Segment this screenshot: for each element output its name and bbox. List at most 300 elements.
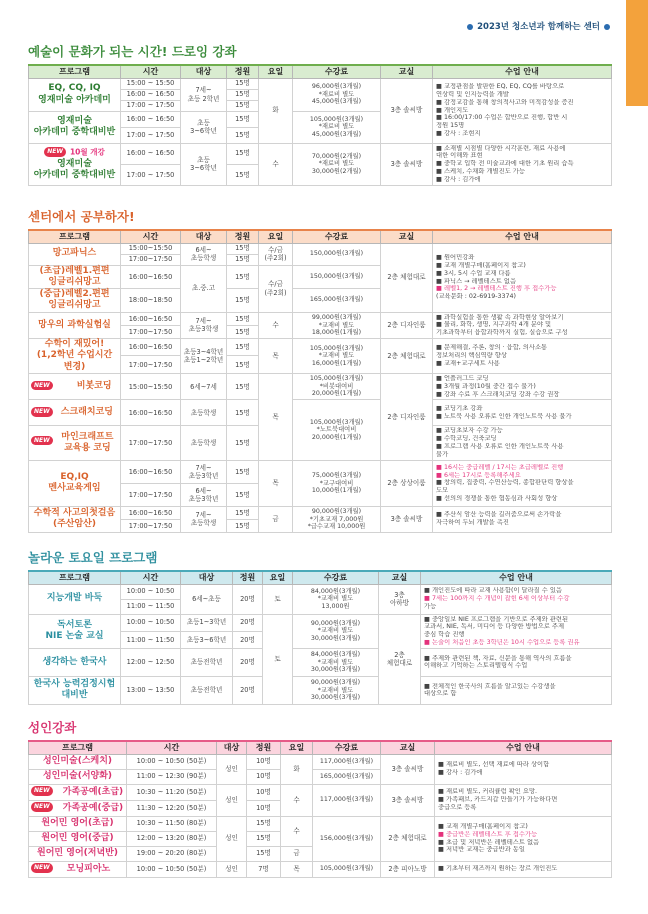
time-cell: 17:00~17:50 [121, 356, 181, 373]
section-title: 센터에서 공부하자! [28, 209, 135, 224]
desc-line: ■ 프로그램 사용 오류로 인한 개인노트북 사용 [436, 443, 564, 451]
program-name: 생각하는 한국사 [29, 648, 121, 676]
program-name: 한국사 능력검정시험 대비반 [29, 676, 121, 704]
capacity-cell: 15명 [247, 816, 281, 831]
description-cell [433, 143, 612, 185]
desc-line: ■ 재료비 별도, 커리큘럼 확인 요망. [438, 788, 538, 796]
table-row [29, 816, 612, 831]
room-cell: 2층 디자인룸 [381, 312, 433, 339]
desc-line: ■ 중급반은 레벨테스트 후 접수가능 [438, 830, 538, 838]
time-cell: 16:00~16:50 [121, 312, 181, 325]
col-fee: 수강료 [293, 571, 379, 584]
time-cell: 17:00~17:50 [121, 483, 181, 506]
description-cell [433, 460, 612, 506]
fee-cell: 150,000원(3개월) [293, 243, 381, 265]
new-badge: NEW [31, 381, 53, 391]
study-table [28, 229, 612, 533]
capacity-cell: 15명 [227, 506, 259, 519]
time-cell: 10:00 ~ 10:50 [121, 584, 181, 599]
program-name: 망우의 과학실험실 [29, 312, 121, 339]
table-row [29, 614, 612, 631]
time-cell: 16:00~16:50 [121, 265, 181, 289]
table-row [29, 861, 612, 877]
page-header [463, 20, 614, 32]
desc-line: ■ 16시는 중급레벨 / 17시는 초급레벨로 진행 [436, 463, 564, 471]
desc-line: ■ 스케치, 수채화 개별진도 가능 [436, 168, 525, 176]
bullet-icon [604, 24, 610, 30]
desc-line: ■ 코딩초보자 수강 가능 [436, 427, 503, 435]
description-cell [435, 816, 612, 861]
target-cell: 7세~ 초등 2학년 [181, 78, 227, 111]
section-title: 예술이 문화가 되는 시간! 드로잉 강좌 [28, 44, 237, 59]
capacity-cell: 15명 [227, 243, 259, 254]
day-cell: 토 [263, 584, 293, 614]
capacity-cell: 15명 [227, 289, 259, 313]
table-row [29, 676, 612, 704]
desc-line: ■ 개인지도 [436, 106, 469, 114]
desc-line: ■ 과학실험을 통한 생활 속 과학현상 알아보기 [436, 313, 564, 321]
day-cell: 수 [259, 143, 293, 185]
description-cell [421, 648, 612, 676]
time-cell: 15:00~15:50 [121, 373, 181, 400]
day-cell: 목 [259, 373, 293, 460]
table-row [29, 400, 612, 426]
program-name: 망고파닉스 [29, 243, 121, 265]
description-cell [433, 78, 612, 143]
table-header [29, 741, 612, 754]
table-row [29, 243, 612, 254]
day-cell: 목 [281, 861, 313, 877]
desc-line: ■ 교정관점을 발판한 EQ, EQ, CQ를 바탕으로 [436, 82, 565, 90]
target-cell: 6세~ 초등학생 [181, 243, 227, 265]
section-drawing [28, 42, 612, 186]
room-cell: 2층 체험대로 [379, 614, 421, 704]
desc-line: ■ 선의의 경쟁을 통한 협동심과 사회성 향상 [436, 495, 558, 503]
capacity-cell: 15명 [227, 356, 259, 373]
description-cell [433, 426, 612, 460]
description-cell [433, 243, 612, 312]
day-cell: 목 [259, 460, 293, 506]
desc-line: ■ 레벨1, 2 → 레벨테스트 진행 후 접수가능 [436, 285, 557, 293]
capacity-cell: 10명 [247, 784, 281, 800]
desc-line: 도모 [436, 487, 449, 495]
target-cell: 6세~7세 [181, 373, 227, 400]
saturday-table [28, 570, 612, 705]
target-cell: 7세~ 초등학생 [181, 506, 227, 532]
time-cell: 17:00~17:50 [121, 254, 181, 265]
target-cell: 6세~ 초등3학년 [181, 483, 227, 506]
capacity-cell: 15명 [227, 111, 259, 127]
time-cell: 17:00 ~ 17:50 [121, 127, 181, 143]
table-row [29, 460, 612, 483]
target-cell: 초.중.고 [181, 265, 227, 312]
program-name: EQ, CQ, IQ 영재미술 아카데미 [29, 78, 121, 111]
room-cell: 3층 솔씨방 [381, 506, 433, 532]
capacity-cell: 15명 [227, 460, 259, 483]
desc-line: ■ 교재 개별구매(홈페이지 참고) [438, 822, 528, 830]
desc-line: ■ 강사 : 김가애 [436, 175, 481, 183]
col-day: 요일 [259, 230, 293, 243]
col-fee: 수강료 [293, 230, 381, 243]
capacity-cell: 15명 [227, 373, 259, 400]
time-cell: 10:00 ~ 10:50 (50분) [127, 754, 217, 769]
table-row [29, 143, 612, 164]
program-name: (중급)레벨2.편편 잉글리쉬망고 [29, 289, 121, 313]
program-name [29, 143, 121, 185]
col-target: 대상 [181, 571, 233, 584]
page-tab [626, 0, 648, 106]
day-cell: 화 [281, 754, 313, 784]
program-label: 영재미술 아카데미 중학대비반 [33, 158, 116, 180]
program-name [29, 426, 121, 460]
room-cell: 3층 아하방 [379, 584, 421, 614]
description-cell [435, 754, 612, 784]
col-description: 수업 안내 [421, 571, 612, 584]
target-cell: 성인 [217, 784, 247, 816]
section-saturday [28, 548, 612, 705]
desc-line: ■ 파닉스 → 레벨테스트 없음 [436, 277, 517, 285]
desc-line: ■ 교재+교구세트 사용 [436, 359, 500, 367]
program-name [29, 861, 127, 877]
new-badge: NEW [44, 147, 66, 157]
program-name: 원어민 영어(초급) [29, 816, 127, 831]
time-cell: 17:00 ~ 17:50 [121, 164, 181, 185]
fee-cell: 96,000원(3개월) *재료비 별도 45,000원(3개월) [293, 78, 381, 111]
desc-line: ■ 개인진도에 따라 교재 사용함(이 달라질 수 있음 [424, 587, 562, 595]
fee-cell: 165,000원(3개월) [293, 289, 381, 313]
fee-cell: 105,000원(3개월) *비봇대여비 20,000원(1개월) [293, 373, 381, 400]
room-cell: 3층 솔씨방 [381, 78, 433, 143]
fee-cell: 90,000원(3개월) *교재비 별도 30,000원(3개월) [293, 614, 379, 648]
desc-line: ■ 강사 : 김가애 [438, 769, 483, 776]
room-cell: 2층 체험대로 [381, 339, 433, 374]
room-cell: 3층 솔씨방 [381, 784, 435, 816]
day-cell: 화 [259, 78, 293, 143]
target-cell: 초등3~6학년 [181, 631, 233, 648]
capacity-cell: 15명 [227, 100, 259, 111]
fee-cell: 117,000원(3개월) [313, 754, 381, 769]
desc-line: ■ 물리, 화학, 생명, 지구과학 4개 분야 및 [436, 321, 552, 329]
target-cell: 초등1~3학년 [181, 614, 233, 631]
fee-cell: 70,000원(2개월) *재료비 별도 30,000원(2개월) [293, 143, 381, 185]
capacity-cell: 15명 [227, 89, 259, 100]
desc-line: 연상력 및 인지능력을 개발 [436, 90, 509, 98]
capacity-cell: 15명 [227, 339, 259, 356]
time-cell: 12:00 ~ 12:50 [121, 648, 181, 676]
desc-line: ■ 코딩기초 강좌 [436, 405, 483, 413]
desc-line: 가능 [424, 602, 437, 610]
time-cell: 11:30 ~ 12:20 (50분) [127, 800, 217, 816]
col-day: 요일 [259, 65, 293, 78]
program-name [29, 339, 121, 374]
capacity-cell: 15명 [227, 400, 259, 426]
new-badge: NEW [31, 786, 53, 796]
new-badge: NEW [31, 436, 53, 446]
desc-line: ■ 기초부터 재즈까지 원하는 장르 개인진도 [438, 865, 558, 873]
time-cell: 10:30 ~ 11:20 (50분) [127, 784, 217, 800]
time-cell: 17:00~17:50 [121, 519, 181, 532]
desc-line: (교육문화 : 02-6919-3374) [436, 293, 516, 301]
description-cell [433, 339, 612, 374]
adult-table [28, 740, 612, 878]
col-description: 수업 안내 [435, 741, 612, 754]
desc-line: ■ 3개월 과정(10월 중간 접수 불가) [436, 382, 536, 390]
time-cell: 16:00~16:50 [121, 506, 181, 519]
capacity-cell: 10명 [247, 754, 281, 769]
time-cell: 18:00~18:50 [121, 289, 181, 313]
program-label: 가족공예(중급) [62, 802, 124, 813]
room-cell: 3층 솔씨방 [381, 754, 435, 784]
desc-line: ■ 논술이 처음인 초등 3학년은 10시 수업으로 등록 권유 [424, 639, 580, 647]
time-cell: 10:30 ~ 11:50 (80분) [127, 816, 217, 831]
col-capacity: 정원 [247, 741, 281, 754]
time-cell: 11:00 ~ 12:30 (90분) [127, 769, 217, 784]
section-study [28, 207, 612, 533]
description-cell [421, 676, 612, 704]
capacity-cell: 10명 [247, 769, 281, 784]
desc-line: ■ 중학교 입학 전 미술교과에 대한 기초 원리 습득 [436, 160, 574, 168]
room-cell: 3층 솔씨방 [381, 143, 433, 185]
table-header [29, 230, 612, 243]
col-room: 교실 [381, 741, 435, 754]
col-time: 시간 [121, 65, 181, 78]
desc-line: ■ 재료비 별도, 선택 재료에 따라 상이함 [438, 761, 550, 769]
time-cell: 10:00 ~ 10:50 [121, 614, 181, 631]
target-cell: 초등학생 [181, 400, 227, 426]
program-label: 모닝피아노 [66, 863, 111, 874]
desc-line: ■ 감정교감을 통해 창의적사고와 미적감성을 증진 [436, 98, 574, 106]
program-name [29, 400, 121, 426]
col-fee: 수강료 [313, 741, 381, 754]
table-row [29, 754, 612, 769]
desc-line: ■ 전체적인 한국사의 흐름을 알고있는 수강생을 [424, 682, 556, 690]
time-cell: 17:00~17:50 [121, 426, 181, 460]
desc-line: ■ 수학코딩, 건축코딩 [436, 435, 497, 443]
capacity-cell: 15명 [227, 265, 259, 289]
target-cell: 성인 [217, 861, 247, 877]
room-cell: 2층 디자인룸 [381, 373, 433, 460]
col-time: 시간 [121, 571, 181, 584]
desc-line: ■ 주제와 관련된 책, 자료, 신문을 통해 역사의 흐름을 [424, 654, 572, 662]
target-cell: 초등3~4학년 초등1~2학년 [181, 339, 227, 374]
program-name: 수학적 사고의첫걸음 (주산암산) [29, 506, 121, 532]
capacity-cell: 20명 [233, 648, 263, 676]
time-cell: 11:00 ~ 11:50 [121, 599, 181, 614]
day-cell: 수/금 (주2회) [259, 243, 293, 265]
fee-cell: 156,000원(3개월) [313, 816, 381, 861]
time-cell: 16:00 ~ 16:50 [121, 89, 181, 100]
capacity-cell: 15명 [227, 127, 259, 143]
col-time: 시간 [121, 230, 181, 243]
col-capacity: 정원 [227, 65, 259, 78]
desc-line: ■ 중앙일보 NIE 프로그램을 기반으로 주제와 관련된 [424, 615, 569, 623]
col-room: 교실 [381, 65, 433, 78]
program-name: 독서토론 NIE 논술 교실 [29, 614, 121, 648]
program-name: EQ,IQ 멘사교육게임 [29, 460, 121, 506]
table-header [29, 571, 612, 584]
time-cell: 16:00~16:50 [121, 339, 181, 356]
desc-line: 정원 15명 [436, 122, 465, 130]
table-row [29, 648, 612, 676]
target-cell: 성인 [217, 754, 247, 784]
room-cell: 2층 체험대로 [381, 816, 435, 861]
desc-line: ■ 6세는 17시로 등록해주세요 [436, 471, 521, 479]
desc-line: ■ 3시, 5시 수업 교재 다름 [436, 269, 511, 277]
col-fee: 수강료 [293, 65, 381, 78]
program-label: 마인크래프트 교육용 코딩 [61, 431, 114, 454]
program-name [29, 800, 127, 816]
new-badge: NEW [31, 407, 53, 417]
desc-line: 중심 학습 진행 [424, 631, 465, 639]
program-label: 비봇코딩 [76, 381, 112, 392]
capacity-cell: 15명 [247, 831, 281, 846]
capacity-cell: 15명 [227, 519, 259, 532]
desc-line: ■ 소재별 시점별 다양한 시각훈련, 재료 사용에 [436, 144, 566, 152]
desc-line: 불가 [436, 450, 449, 458]
time-cell: 16:00~16:50 [121, 400, 181, 426]
program-label: 스크래치코딩 [60, 407, 113, 418]
desc-line: 중급으로 등록 [438, 803, 477, 811]
capacity-cell: 10명 [247, 800, 281, 816]
col-program: 프로그램 [29, 230, 121, 243]
day-cell: 수 [259, 312, 293, 339]
day-cell: 수/금 (주2회) [259, 265, 293, 312]
table-row [29, 339, 612, 356]
table-row [29, 312, 612, 325]
fee-cell: 75,000원(3개월) *교구대여비 10,000원(1개월) [293, 460, 381, 506]
col-description: 수업 안내 [433, 230, 612, 243]
fee-cell: 84,000원(3개월) *교재비 별도 13,000원 [293, 584, 379, 614]
description-cell [421, 614, 612, 648]
description-cell [433, 312, 612, 339]
col-program: 프로그램 [29, 571, 121, 584]
fee-cell: 90,000원(3개월) *기초교재 7,000원 *급수교재 10,000원 [293, 506, 381, 532]
target-cell: 초등 3~6학년 [181, 143, 227, 185]
day-cell: 수 [281, 816, 313, 846]
time-cell: 17:00 ~ 17:50 [121, 100, 181, 111]
desc-line: ■ 16:00/17:00 수업은 합반으로 진행, 합반 시 [436, 114, 568, 122]
target-cell: 7세~ 초등3학년 [181, 460, 227, 483]
time-cell: 11:00 ~ 11:50 [121, 631, 181, 648]
desc-line: ■ 언플러그드 코딩 [436, 374, 489, 382]
section-title: 놀라운 토요일 프로그램 [28, 550, 158, 565]
desc-line: ■ 강사 : 조현지 [436, 130, 481, 138]
day-cell: 목 [259, 339, 293, 374]
program-name: 성인미술(스케치) [29, 754, 127, 769]
fee-cell: 105,000원(3개월) *노트북대여비 20,000원(1개월) [293, 400, 381, 460]
fee-cell: 117,000원(3개월) [313, 784, 381, 816]
col-room: 교실 [379, 571, 421, 584]
fee-cell: 105,000원(3개월) *교재비 별도 16,000원(1개월) [293, 339, 381, 374]
capacity-cell: 15명 [227, 325, 259, 338]
day-cell: 금 [259, 506, 293, 532]
col-program: 프로그램 [29, 65, 121, 78]
desc-line: ■ 문제해결, 추론, 창의 · 융합, 의사소통 [436, 344, 548, 352]
time-cell: 15:00 ~ 15:50 [121, 78, 181, 89]
bullet-icon [467, 24, 473, 30]
target-cell: 6세~초등 [181, 584, 233, 614]
col-description: 수업 안내 [433, 65, 612, 78]
capacity-cell: 15명 [227, 254, 259, 265]
program-name: (초급)레벨1.편편 잉글리쉬망고 [29, 265, 121, 289]
target-cell: 성인 [217, 816, 247, 861]
col-room: 교실 [381, 230, 433, 243]
target-cell: 초등 3~6학년 [181, 111, 227, 143]
col-day: 요일 [263, 571, 293, 584]
capacity-cell: 7명 [247, 861, 281, 877]
description-cell [433, 373, 612, 400]
desc-line: ■ 7세는 100까지 수 개념이 잡힌 6세 이상부터 수강 [424, 595, 570, 603]
target-cell: 7세~ 초등3학생 [181, 312, 227, 339]
program-name: 성인미술(서양화) [29, 769, 127, 784]
time-cell: 17:00~17:50 [121, 325, 181, 338]
desc-line: ■ 원어민강좌 [436, 253, 475, 261]
drawing-table [28, 64, 612, 186]
capacity-cell: 20명 [233, 614, 263, 631]
target-cell: 초등학생 [181, 426, 227, 460]
target-cell: 초등전학년 [181, 676, 233, 704]
table-row [29, 584, 612, 599]
program-name [29, 784, 127, 800]
capacity-cell: 15명 [227, 426, 259, 460]
desc-line: 교과서, NIE, 독서, 미디어 등 다양한 방법으로 주제 [424, 623, 565, 631]
time-cell: 16:00 ~ 16:50 [121, 143, 181, 164]
desc-line: ■ 저녁반 교재는 중급반과 동일 [438, 846, 525, 854]
col-capacity: 정원 [233, 571, 263, 584]
desc-line: ■ 초급 및 저녁반은 레벨테스트 없음 [438, 838, 540, 846]
header-text: 2023년 청소년과 함께하는 센터 [477, 22, 600, 32]
col-target: 대상 [217, 741, 247, 754]
program-name [29, 373, 121, 400]
table-row [29, 506, 612, 519]
capacity-cell: 20명 [233, 584, 263, 614]
fee-cell: 99,000원(3개월) *교재비 별도 18,000원(1개월) [293, 312, 381, 339]
col-day: 요일 [281, 741, 313, 754]
program-name: 원어민 영어(중급) [29, 831, 127, 846]
desc-line: 자극하여 두뇌 개발을 촉진 [436, 519, 509, 527]
table-row [29, 373, 612, 400]
fee-cell: 105,000원(3개월) [313, 861, 381, 877]
col-capacity: 정원 [227, 230, 259, 243]
description-cell [435, 861, 612, 877]
capacity-cell: 15명 [227, 143, 259, 164]
fee-cell: 84,000원(3개월) *교재비 별도 30,000원(3개월) [293, 648, 379, 676]
day-cell: 토 [263, 614, 293, 704]
time-cell: 15:00~15:50 [121, 243, 181, 254]
open-badge: 10월 개강 [69, 147, 105, 157]
capacity-cell: 15명 [227, 312, 259, 325]
fee-cell: 105,000원(3개월) *재료비 별도 45,000원(3개월) [293, 111, 381, 143]
capacity-cell: 20명 [233, 631, 263, 648]
fee-cell: 165,000원(3개월) [313, 769, 381, 784]
new-badge: NEW [31, 863, 53, 873]
target-cell: 초등전학년 [181, 648, 233, 676]
capacity-cell: 15명 [227, 483, 259, 506]
desc-line: 대한 이해와 표현 [436, 152, 483, 160]
desc-line: 정보처리의 핵심역량 향상 [436, 352, 507, 360]
table-row [29, 784, 612, 800]
col-time: 시간 [127, 741, 217, 754]
description-cell [433, 400, 612, 426]
time-cell: 16:00 ~ 16:50 [121, 111, 181, 127]
program-label: 수학이 재밌어! (1,2학년 수업시간 변경) [36, 339, 113, 372]
time-cell: 16:00~16:50 [121, 460, 181, 483]
time-cell: 13:00 ~ 13:50 [121, 676, 181, 704]
section-title: 성인강좌 [28, 720, 77, 735]
desc-line: ■ 강좌 수료 후 스크래치코딩 강좌 수강 권장 [436, 390, 560, 398]
day-cell: 금 [281, 846, 313, 861]
col-target: 대상 [181, 230, 227, 243]
